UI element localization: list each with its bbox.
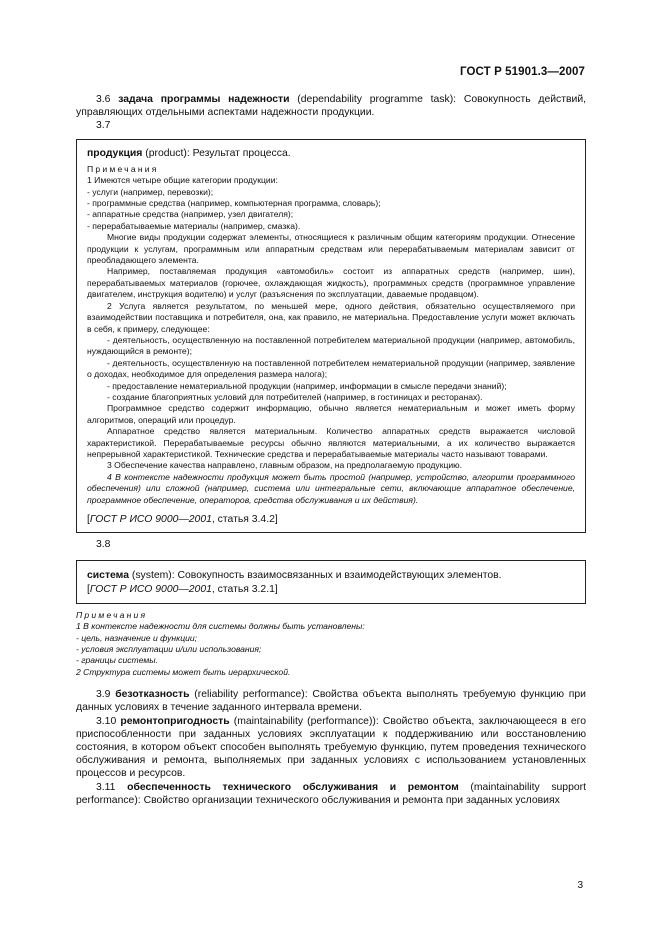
- clauses-3-9-to-3-11: [76, 688, 586, 807]
- list-item: - цель, назначение и функции;: [76, 632, 198, 643]
- list-item: - границы системы.: [76, 655, 158, 666]
- ref-bracket: [: [87, 514, 90, 525]
- clause-3-10: [76, 715, 586, 781]
- term: задача программы надежности: [118, 94, 290, 105]
- document-number: ГОСТ Р 51901.3—2007: [460, 66, 585, 78]
- ref-standard: ГОСТ Р ИСО 9000—2001: [89, 583, 212, 595]
- product-definition-box: [76, 139, 586, 534]
- definition: Свойство организации технического обслуживания и ремонта при заданных условиях: [143, 794, 560, 806]
- clause-number: 3.6: [96, 94, 111, 105]
- definition: Совокупность действий, управляющих отдельными аспектами надежности продукции.: [76, 94, 587, 119]
- clause-number: 3.10: [96, 715, 117, 727]
- note-1: 1 В контексте надежности для системы должны быть установлены:: [76, 621, 365, 632]
- clause-number: 3.9: [96, 689, 111, 701]
- term: безотказность: [115, 689, 190, 701]
- note-4: 4 В контексте надежности продукция может быть простой (например, устройство, алгоритм программного обеспечения) или сложной (например, система или интегральные сети, включающие аппаратное обеспечение, программное обеспечение, операторов, средства обслуживания и их действия).: [87, 471, 575, 505]
- term-english: (dependability programme task):: [289, 94, 464, 105]
- ref-bracket: [: [87, 583, 90, 595]
- term-english: (product):: [142, 147, 193, 159]
- list-item: - услуги (например, перевозки);: [87, 186, 214, 197]
- notes-title: Примечания: [76, 609, 148, 620]
- definition: Свойство объекта, заключающееся в его приспособленности при заданных условиях эксплуатации к поддерживанию или восстановлению состояния, в котором объект способен выполнять требуемую функцию, путем проведения технического обслуживания и ремонта, выполняемых при заданных условиях с использованием установленных процессов и ресурсов.: [76, 715, 587, 780]
- note-2: 2 Структура системы может быть иерархической.: [76, 666, 291, 677]
- source-reference: [87, 583, 575, 596]
- term: обеспеченность технического обслуживания и ремонтом: [127, 781, 459, 793]
- term-english: (system):: [129, 570, 178, 582]
- term: система: [87, 570, 130, 582]
- page-content: [76, 93, 586, 807]
- term: ремонтопригодность: [120, 715, 230, 727]
- note-2: 2 Услуга является результатом, по меньшей мере, одного действия, обязательно осуществляемого при взаимодействии поставщика и потребителя, она, как правило, не материальна. Предоставление услуги может включать в себя, к примеру, следующее:: [87, 300, 575, 334]
- product-term: [87, 147, 575, 160]
- list-item: - деятельность, осуществленную на поставленной потребителем нематериальной продукции (например, заявление о доходах, необходимое для определения размера налога);: [87, 357, 575, 380]
- list-item: - деятельность, осуществленную на поставленной потребителем материальной продукции (например, автомобиль, нуждающийся в ремонте);: [87, 334, 575, 357]
- note-paragraph: Аппаратное средство является материальным. Количество аппаратных средств выражается числовой характеристикой. Перерабатываемые ресурсы обычно являются материальными, а их количество выражается непрерывной характеристикой. Технические средства и перерабатываемые материалы часто называют товарами.: [87, 426, 575, 459]
- note-paragraph: Например, поставляемая продукция «автомобиль» состоит из аппаратных средств (например, шин), перерабатываемых материалов (горючее, охлаждающая жидкость), программных средств (программное управление двигателем, инструкция водителю) и услуг (разъяснения по эксплуатации, даваемые продавцом).: [87, 266, 575, 300]
- note-paragraph: Программное средство содержит информацию, обычно является нематериальным и может иметь форму алгоритмов, операций или процедур.: [87, 403, 575, 425]
- clause-3-9: [76, 688, 586, 714]
- list-item: - перерабатываемые материалы (например, смазка).: [87, 220, 301, 231]
- definition: Совокупность взаимосвязанных и взаимодействующих элементов.: [177, 570, 502, 582]
- list-item: - создание благоприятных условий для потребителей (например, в гостиницах и ресторанах).: [107, 391, 483, 402]
- term-english: (reliability performance):: [189, 689, 313, 701]
- product-notes: [87, 164, 575, 506]
- definition: Свойства объекта выполнять требуемую функцию при данных условиях в течение заданного интервала времени.: [76, 689, 586, 714]
- list-item: - аппаратные средства (например, узел двигателя);: [87, 209, 294, 220]
- note-1: 1 Имеются четыре общие категории продукции:: [87, 175, 278, 186]
- list-item: - условия эксплуатации и/или использования;: [76, 644, 262, 655]
- list-item: - предоставление нематериальной продукции (например, информации в смысле передачи знаний);: [107, 380, 507, 391]
- notes-title: Примечания: [87, 163, 159, 174]
- clause-number: 3.11: [96, 781, 116, 793]
- ref-article: , статья 3.2.1]: [211, 583, 278, 595]
- definition: Результат процесса.: [192, 147, 291, 159]
- note-paragraph: Многие виды продукции содержат элементы, относящиеся к различным общим категориям продукции. Отнесение продукции к услугам, программным или аппаратным средствам или перерабатываемым материалам зависит от преобладающего элемента.: [87, 232, 575, 266]
- clause-3-7-number: 3.7: [96, 120, 111, 132]
- system-definition-box: [76, 560, 586, 603]
- clause-3-11: [76, 781, 586, 807]
- note-3: 3 Обеспечение качества направлено, главным образом, на предполагаемую продукцию.: [107, 460, 463, 471]
- page-number: 3: [577, 880, 583, 891]
- system-notes: [76, 610, 586, 678]
- ref-standard: ГОСТ Р ИСО 9000—2001: [89, 514, 212, 525]
- clause-3-6: [76, 93, 586, 119]
- system-term: [87, 569, 575, 582]
- term-english: (maintainability (performance)):: [229, 715, 383, 727]
- source-reference: [87, 513, 575, 526]
- ref-article: , статья 3.4.2]: [211, 514, 278, 525]
- clause-3-8-number: 3.8: [96, 539, 111, 551]
- term-english: (maintainability support performance):: [76, 781, 586, 806]
- term: продукция: [87, 147, 143, 159]
- list-item: - программные средства (например, компьютерная программа, словарь);: [87, 198, 381, 209]
